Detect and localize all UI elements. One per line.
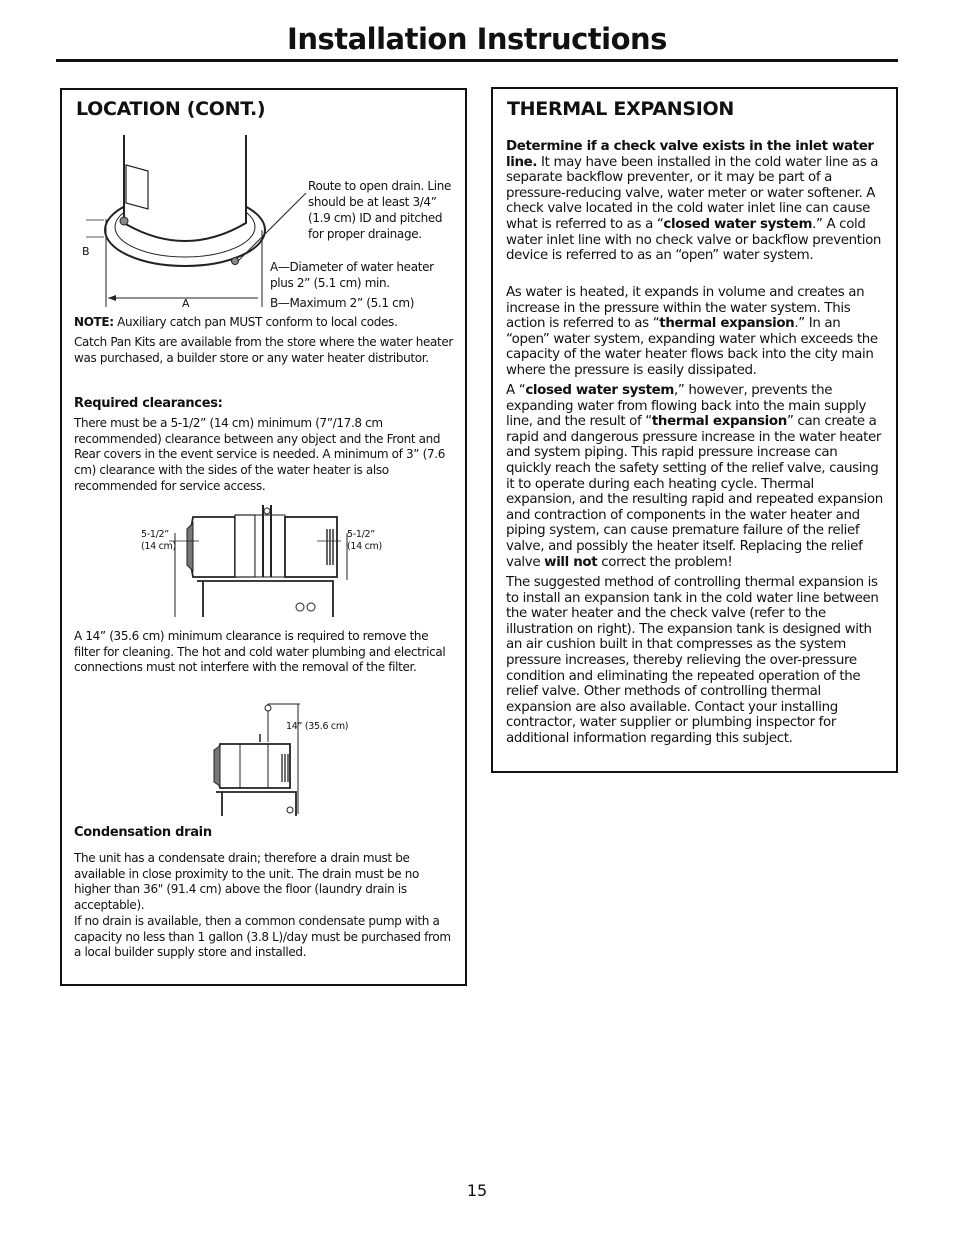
fig3-dim: 14” (35.6 cm) [286, 721, 349, 732]
p2-text-c: .” In an “open” water system, expanding water which exceeds the capacity of the water heater flows back into the city main where the pressure is easily dissipated. [506, 316, 878, 378]
p1-text-a: It may have been installed in the cold water line as a separate backflow preventer, or it may be part of a pressure-reducing valve, water meter or water softener. A check valve located in the cold water inlet line can cause what is referred to as a “ [506, 154, 879, 232]
location-heading: LOCATION (CONT.) [76, 98, 266, 120]
required-clearances-paragraph: There must be a 5-1/2” (14 cm) minimum (7”/17.8 cm recommended) clearance between any object and the Front and Rear covers in the event service is needed. A minimum of 3” (7.6 cm) clearance with the sides of the water heater is also recommended for service access. [74, 416, 445, 493]
page-number: 15 [466, 1181, 488, 1200]
note-text: Auxiliary catch pan MUST conform to local codes. [113, 315, 398, 329]
page-title: Installation Instructions [287, 22, 667, 56]
p3-text-c: ,” however, prevents the expanding water from flowing back into the main supply line, and the result of “ [506, 383, 867, 430]
fig1-b-desc: B—Maximum 2” (5.1 cm) [270, 296, 415, 310]
fig2-right-dim-2: (14 cm) [347, 541, 382, 552]
p3-text-e: correct the problem! [597, 554, 733, 570]
p1-bold: Determine if a check valve exists in the inlet water line. [506, 139, 874, 170]
p2-bold: thermal expansion [659, 316, 795, 332]
fig1-a-desc: A—Diameter of water heater plus 2” (5.1 cm) min. [270, 260, 434, 290]
filter-clearance-illustration [212, 700, 312, 818]
thermal-paragraph-4 [506, 575, 884, 747]
fig1-label-a: A [182, 297, 190, 310]
catch-pan-illustration [78, 135, 278, 315]
p4-text: The suggested method of controlling thermal expansion is to install an expansion tank in the cold water line between the water heater and the check valve (refer to the illustration on right). The expansion tank is designed with an air cushion built in that compresses as the system pressure increases, thereby relieving the over-pressure condition and eliminating the repeated operation of the relief valve. Other methods of controlling thermal expansion are also available. Contact your installing contractor, water supplier or plumbing inspector for additional information regarding this subject. [506, 575, 879, 746]
note-paragraph [74, 315, 459, 331]
fig2-left-dim-2: (14 cm) [141, 541, 176, 552]
title-rule [56, 59, 898, 62]
condensation-drain-heading: Condensation drain [74, 825, 212, 840]
fig2-right-dim-1: 5-1/2” [347, 529, 375, 540]
thermal-paragraph-2 [506, 285, 884, 379]
p3-text-a: A “ [506, 383, 526, 398]
p3-text-d: ” can create a rapid and dangerous pressure increase in the water heater and system piping. This rapid pressure increase can quickly reach the safety setting of the relief valve, causing it to operate during each heating cycle. Thermal expansion, and the resulting rapid and repeated expansion and contraction of components in the water heater and piping system, can cause premature failure of the relief valve, and possibly the heater itself. Replacing the relief valve [506, 414, 883, 570]
thermal-expansion-heading: THERMAL EXPANSION [507, 98, 734, 120]
condensation-text-1: The unit has a condensate drain; therefore a drain must be available in close proximity to the unit. The drain must be no higher than 36" (91.4 cm) above the floor (laundry drain is acceptable). [74, 851, 419, 913]
p1-bold-closed: closed water system [663, 216, 813, 232]
thermal-paragraph-1 [506, 139, 884, 264]
clearance-illustration [135, 505, 385, 620]
thermal-paragraph-3 [506, 383, 884, 570]
fig1-label-b: B [82, 245, 90, 258]
p1-text-c: .” A cold water inlet line with no check valve or backflow prevention device is referred to as an “open” water system. [506, 216, 882, 264]
p2-text-a: As water is heated, it expands in volume and creates an increase in the pressure within the water system. This action is referred to as “ [506, 285, 865, 332]
condensation-drain-paragraph [74, 851, 454, 961]
p3-bold-closed: closed water system [525, 383, 674, 398]
required-clearances-heading: Required clearances: [74, 396, 223, 411]
filter-clearance-paragraph: A 14” (35.6 cm) minimum clearance is required to remove the filter for cleaning. The hot and cold water plumbing and electrical connections must not interfere with the removal of the filter. [74, 629, 446, 675]
condensation-text-2: If no drain is available, then a common condensate pump with a capacity no less than 1 gallon (3.8 L)/day must be purchased from a local builder supply store and installed. [74, 913, 451, 960]
p3-bold-will-not: will not [544, 554, 598, 570]
p3-bold-thermal: thermal expansion [651, 414, 787, 430]
note-label: NOTE: [74, 315, 114, 329]
catch-pan-paragraph: Catch Pan Kits are available from the store where the water heater was purchased, a builder store or any water heater distributor. [74, 335, 453, 365]
fig2-left-dim-1: 5-1/2” [141, 529, 169, 540]
fig1-route-note: Route to open drain. Line should be at least 3/4” (1.9 cm) ID and pitched for proper drainage. [308, 179, 452, 241]
